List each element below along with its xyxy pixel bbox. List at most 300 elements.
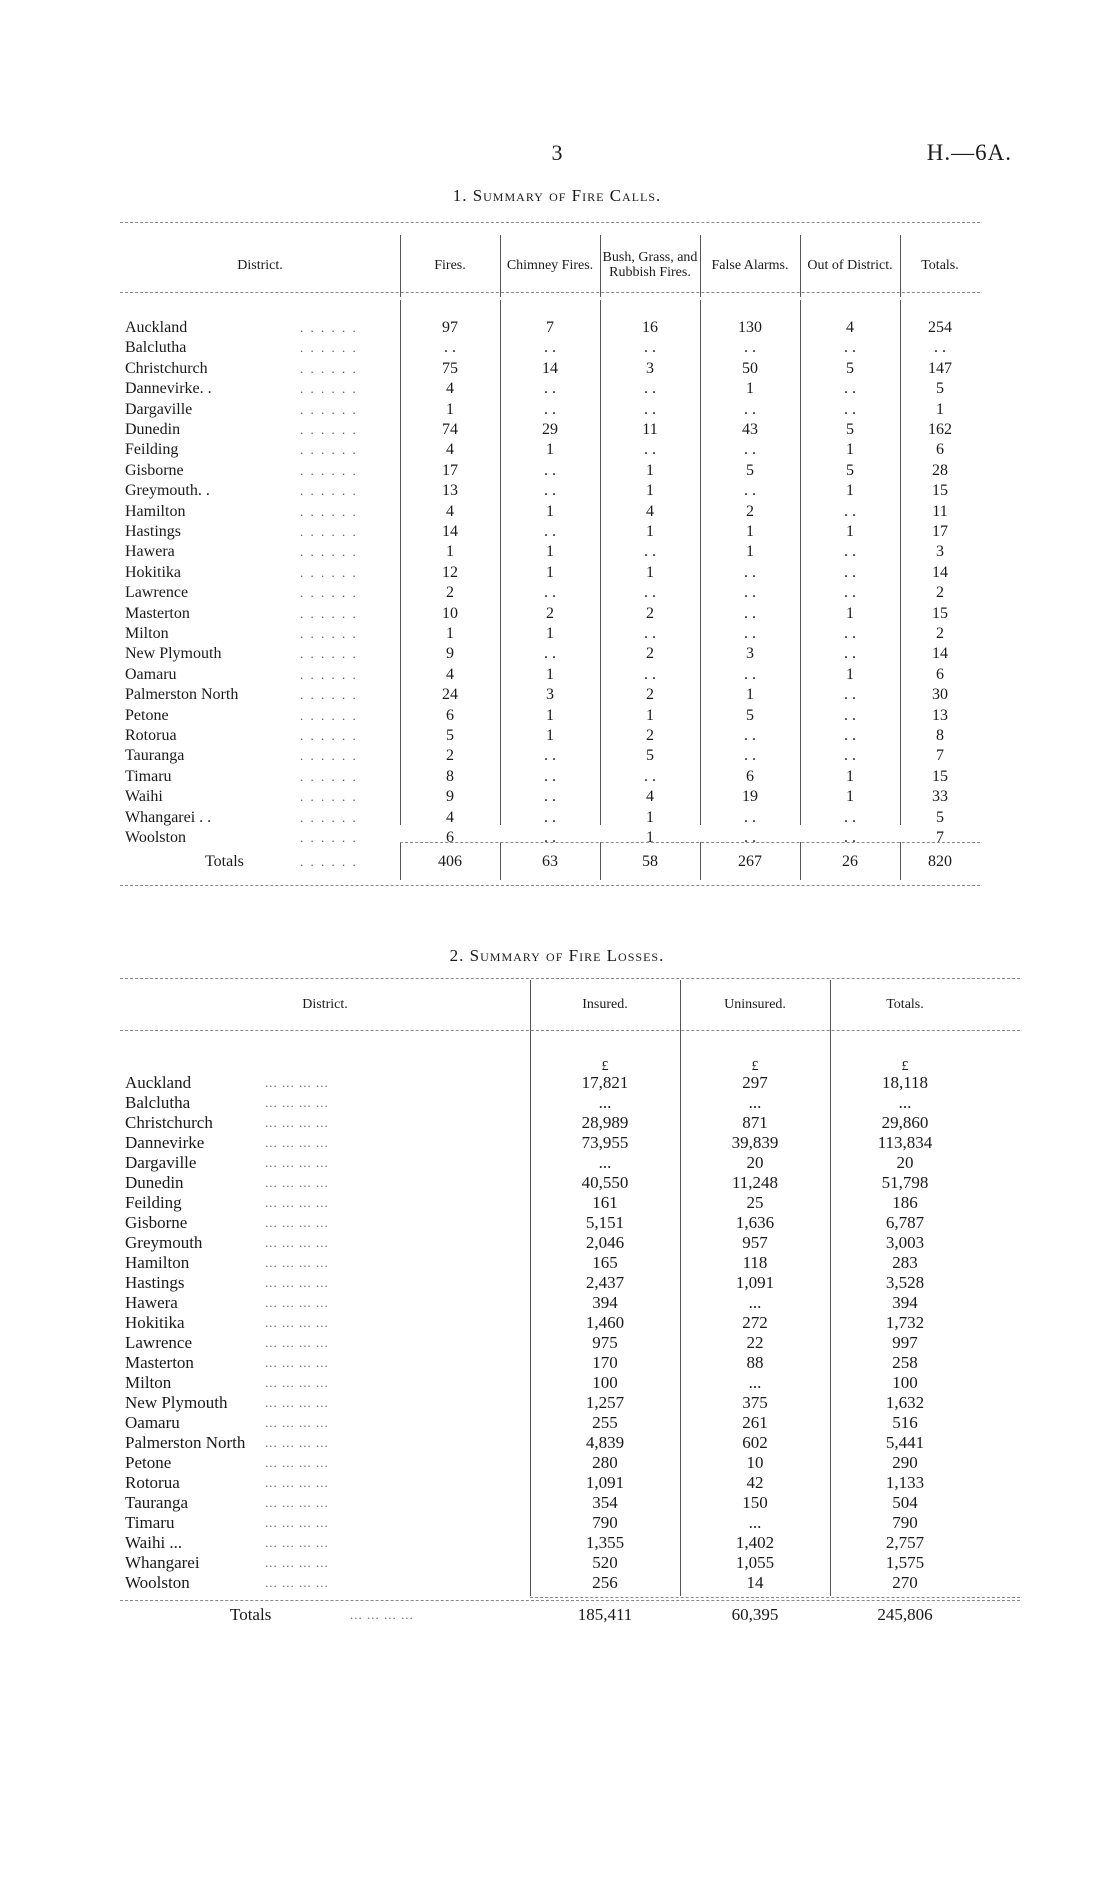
dot-leader: ... ... ... ... [265,1135,329,1150]
cell-fires: 24 [442,686,458,704]
district-name: Dargaville [125,1153,197,1172]
header-totals: Totals. [921,257,959,273]
dot-leader: . . . . . . [300,320,358,335]
cell-bush: 1 [646,482,654,500]
cell-fires: 2 [446,584,454,602]
district-name: Dannevirke [125,1133,205,1152]
district-name: Christchurch [125,1113,213,1132]
cell-chimney: 2 [546,604,554,622]
cell-bush: . . [644,400,656,418]
cell-fires: . . [444,339,456,357]
cell-uninsured: 871 [742,1113,768,1132]
cell-insured: 161 [592,1193,618,1212]
district-name: Oamaru [125,1413,180,1432]
cell-insured: 2,437 [585,1273,625,1292]
cell-chimney: 1 [546,441,554,459]
dot-leader: . . . . . . [300,748,358,764]
cell-out: . . [844,645,856,663]
table-row [120,1493,1020,1513]
table-row [120,1113,1020,1133]
cell-chimney: . . [544,584,556,602]
dot-leader: ... ... ... ... [265,1555,329,1570]
dot-leader: . . . . . . [300,524,358,539]
table-row [120,502,980,522]
totals-insured: 185,411 [577,1605,633,1624]
cell-bush: . . [644,665,656,683]
cell-total: 270 [892,1573,918,1592]
cell-insured: ... [598,1153,612,1172]
cell-chimney: . . [544,523,556,540]
district-name: Hokitika [125,1313,185,1332]
table-row [120,1333,1020,1353]
district-name: Dargaville [125,400,193,418]
cell-insured: 255 [592,1413,618,1432]
table-row [120,338,980,358]
table2-totals-row [120,1605,1020,1625]
currency-uninsured: £ [751,1059,759,1074]
fire-calls-table [120,220,980,910]
dot-leader: ... ... ... ... [265,1175,329,1190]
document-reference: H.—6A. [926,140,1012,165]
cell-false: . . [744,339,756,357]
header-district: District. [237,257,283,273]
district-name: Tauranga [125,1493,188,1512]
cell-out: . . [844,686,856,704]
district-name: Waihi [125,788,163,806]
district-name: Whangarei [125,1553,200,1572]
cell-uninsured: 25 [746,1193,764,1212]
dot-leader: ... ... ... ... [265,1515,329,1530]
cell-fires: 1 [446,400,454,418]
cell-uninsured: 261 [742,1413,768,1432]
cell-insured: 2,046 [585,1233,625,1252]
district-name: Auckland [125,319,188,336]
cell-total: 3 [936,543,944,561]
dot-leader: . . . . . . [300,422,358,437]
cell-total: 28 [932,461,948,479]
cell-false: 3 [746,645,754,663]
cell-insured: 520 [592,1553,618,1572]
table-row [120,420,980,440]
dot-leader: . . . . . . [300,768,358,784]
header-out-of-district: Out of District. [807,257,893,273]
cell-false: 50 [742,359,758,377]
cell-bush: . . [644,543,656,561]
dot-leader: ... ... ... ... [265,1435,329,1450]
cell-fires: 14 [442,523,458,540]
cell-out: 1 [846,482,854,500]
table-row [120,1353,1020,1373]
district-name: Balclutha [125,1093,191,1112]
cell-chimney: 1 [546,706,554,724]
district-name: New Plymouth [125,645,222,663]
header-false-alarms: False Alarms. [711,257,789,273]
dot-leader: ... ... ... ... [265,1155,329,1170]
district-name: Greymouth. . [125,482,210,500]
table-row [120,1433,1020,1453]
cell-out: . . [844,706,856,724]
table-row [120,440,980,460]
cell-false: . . [744,482,756,500]
cell-uninsured: 957 [742,1233,768,1252]
district-name: Timaru [125,767,172,785]
dot-leader: . . . . . . [300,381,358,397]
cell-bush: 2 [646,645,654,663]
district-name: Hamilton [125,1253,190,1272]
cell-insured: 975 [592,1333,618,1352]
cell-false: . . [744,604,756,622]
table-row [120,1533,1020,1553]
district-name: Petone [125,706,169,724]
cell-total: 1,133 [885,1473,925,1492]
table-row [120,604,980,624]
cell-out: . . [844,625,856,642]
cell-bush: 2 [646,727,654,744]
header-chimney-fires: Chimney Fires. [506,257,594,273]
cell-chimney: . . [544,380,556,398]
cell-bush: 1 [646,461,654,479]
cell-out: 1 [846,767,854,785]
district-name: Hastings [125,1273,185,1292]
totals-uninsured: 60,395 [731,1605,779,1624]
cell-uninsured: 150 [742,1493,768,1512]
table-row [120,1453,1020,1473]
table-row [120,1473,1020,1493]
cell-bush: . . [644,339,656,357]
cell-total: 290 [892,1453,918,1472]
totals-fires: 406 [438,853,462,870]
cell-total: 14 [932,563,948,581]
cell-total: 504 [892,1493,918,1512]
table-row [120,542,980,562]
cell-out: 1 [846,604,854,622]
dot-leader: ... ... ... ... [265,1095,329,1110]
cell-out: . . [844,502,856,520]
cell-insured: 256 [592,1573,618,1592]
page-number: 3 [551,140,563,165]
cell-insured: 170 [592,1353,618,1372]
cell-total: 5,441 [885,1433,925,1452]
table-row [120,1573,1020,1593]
cell-total: 7 [936,747,944,765]
cell-total: 51,798 [881,1173,929,1192]
district-name: Feilding [125,441,179,459]
cell-total: 516 [892,1413,918,1432]
cell-chimney: . . [544,788,556,806]
dot-leader: . . . . . . [300,605,358,621]
dot-leader: ... ... ... ... [265,1235,329,1250]
cell-false: 130 [738,319,762,336]
cell-insured: 40,550 [581,1173,629,1192]
table-row [120,1173,1020,1193]
cell-uninsured: 42 [746,1473,764,1492]
cell-fires: 17 [442,461,458,479]
cell-fires: 74 [442,421,458,438]
dot-leader: ... ... ... ... [265,1295,329,1310]
cell-uninsured: 14 [746,1573,764,1592]
cell-bush: . . [644,767,656,785]
cell-total: 394 [892,1293,918,1312]
table-row [120,318,980,338]
table-row [120,563,980,583]
cell-bush: 1 [646,563,654,581]
table-row [120,1273,1020,1293]
table-row [120,461,980,481]
table-row [120,1313,1020,1333]
cell-fires: 5 [446,727,454,744]
cell-false: 43 [742,421,758,438]
table-row [120,706,980,726]
cell-false: 2 [746,502,754,520]
cell-total: 17 [932,523,948,540]
header-fires: Fires. [434,257,466,273]
cell-out: . . [844,829,856,846]
cell-total: 3,003 [885,1233,925,1252]
table-row [120,1093,1020,1113]
cell-total: 162 [928,421,952,438]
cell-out: 5 [846,359,854,377]
table-row [120,665,980,685]
district-name: Hawera [125,1293,178,1312]
table-row [120,644,980,664]
district-name: Auckland [125,1073,192,1092]
currency-insured: £ [601,1059,609,1074]
cell-total: 15 [932,604,948,622]
cell-fires: 10 [442,604,458,622]
table-row [120,1233,1020,1253]
cell-false: . . [744,665,756,683]
dot-leader: ... ... ... ... [265,1255,329,1270]
cell-insured: 1,460 [585,1313,625,1332]
cell-false: 1 [746,523,754,540]
district-name: Dannevirke. . [125,380,212,398]
totals-false-alarms: 267 [738,853,762,870]
cell-false: 1 [746,380,754,398]
cell-chimney: 1 [546,563,554,581]
cell-bush: 5 [646,747,654,765]
table-row [120,359,980,379]
cell-bush: 2 [646,686,654,704]
cell-uninsured: 272 [742,1313,768,1332]
dot-leader: ... ... ... ... [265,1315,329,1330]
totals-label: Totals [230,1605,272,1624]
cell-chimney: . . [544,747,556,765]
dot-leader: ... ... ... ... [265,1395,329,1410]
table-row [120,624,980,644]
cell-uninsured: 11,248 [731,1173,779,1192]
cell-out: 1 [846,523,854,540]
cell-bush: 1 [646,829,654,846]
dot-leader: ... ... ... ... [265,1215,329,1230]
dot-leader: . . . . . . [300,666,358,682]
cell-total: 1,575 [885,1553,925,1572]
cell-fires: 9 [446,645,454,663]
table-row [120,1213,1020,1233]
cell-fires: 4 [446,808,454,826]
dot-leader: . . . . . . [300,626,358,641]
cell-total: 790 [892,1513,918,1532]
cell-out: 5 [846,421,854,438]
cell-out: . . [844,339,856,357]
district-name: Feilding [125,1193,182,1212]
cell-out: 4 [846,319,854,336]
cell-total: 147 [928,359,952,377]
cell-false: . . [744,747,756,765]
cell-bush: . . [644,441,656,459]
cell-insured: 28,989 [581,1113,629,1132]
cell-false: . . [744,441,756,459]
cell-uninsured: 1,055 [735,1553,775,1572]
district-name: Lawrence [125,1333,193,1352]
cell-fires: 4 [446,665,454,683]
cell-out: . . [844,727,856,744]
cell-bush: . . [644,584,656,602]
table-row [120,379,980,399]
cell-total: 30 [932,686,948,704]
cell-out: . . [844,747,856,765]
cell-bush: 1 [646,523,654,540]
district-name: Dunedin [125,421,181,438]
cell-fires: 6 [446,706,454,724]
cell-bush: 16 [642,319,658,336]
cell-fires: 1 [446,625,454,642]
cell-insured: 165 [592,1253,618,1272]
cell-uninsured: 39,839 [731,1133,779,1152]
cell-total: 113,834 [877,1133,933,1152]
cell-total: 997 [892,1333,918,1352]
cell-total: 2 [936,625,944,642]
district-name: Greymouth [125,1233,203,1252]
cell-total: 15 [932,767,948,785]
district-name: Hastings [125,523,181,540]
cell-chimney: . . [544,482,556,500]
cell-insured: 1,257 [585,1393,625,1412]
totals-bush: 58 [642,853,658,870]
cell-fires: 9 [446,788,454,806]
cell-uninsured: 1,091 [735,1273,775,1292]
table-row [120,1413,1020,1433]
cell-total: 7 [936,829,944,846]
cell-fires: 2 [446,747,454,765]
cell-chimney: . . [544,767,556,785]
table-row [120,1513,1020,1533]
cell-out: 5 [846,461,854,479]
header-uninsured: Uninsured. [724,997,786,1012]
dot-leader: . . . . . . [300,564,358,580]
cell-uninsured: 22 [746,1333,764,1352]
district-name: Oamaru [125,665,177,683]
cell-chimney: . . [544,339,556,357]
cell-false: 19 [742,788,758,806]
table-row [120,685,980,705]
cell-out: . . [844,808,856,826]
table-row [120,808,980,828]
cell-chimney: 14 [542,359,558,377]
cell-total: 6 [936,441,944,459]
district-name: Balclutha [125,339,187,357]
cell-total: ... [898,1093,912,1112]
cell-out: . . [844,400,856,418]
table-row [120,1133,1020,1153]
district-name: Masterton [125,1353,194,1372]
cell-total: 15 [932,482,948,500]
cell-bush: . . [644,380,656,398]
cell-chimney: 1 [546,543,554,561]
cell-bush: 1 [646,808,654,826]
totals-grand-total: 820 [928,853,952,870]
header-insured: Insured. [582,997,628,1012]
dot-leader: . . . . . . [300,687,358,703]
header-district: District. [302,997,348,1012]
cell-bush: 3 [646,359,654,377]
cell-chimney: . . [544,808,556,826]
cell-false: . . [744,400,756,418]
table-row [120,1293,1020,1313]
dot-leader: . . . . . . [300,789,358,805]
cell-fires: 75 [442,359,458,377]
cell-false: . . [744,584,756,602]
table2-title: 2. Summary of Fire Losses. [449,946,665,965]
district-name: Gisborne [125,1213,188,1232]
cell-chimney: 1 [546,625,554,642]
cell-fires: 4 [446,502,454,520]
dot-leader: ... ... ... ... [265,1575,329,1590]
dot-leader: . . . . . . [300,483,358,499]
cell-fires: 6 [446,829,454,846]
dot-leader: . . . . . . [300,503,358,519]
table-row [120,828,980,848]
cell-chimney: 1 [546,665,554,683]
cell-uninsured: 88 [746,1353,764,1372]
cell-total: 6 [936,665,944,683]
table-row [120,1153,1020,1173]
dot-leader: ... ... ... ... [265,1475,329,1490]
district-name: Tauranga [125,747,185,765]
dot-leader: ... ... ... ... [265,1075,329,1090]
table1-totals-row [120,852,980,872]
cell-chimney: . . [544,645,556,663]
fire-losses-table [120,975,1020,1655]
district-name: Woolston [125,829,186,846]
cell-insured: 1,355 [585,1533,625,1552]
cell-total: 33 [932,788,948,806]
dot-leader: . . . . . . [300,707,358,723]
district-name: New Plymouth [125,1393,228,1412]
header-bush-grass-rubbish-fires: Bush, Grass, and Rubbish Fires. [602,250,698,280]
cell-insured: 17,821 [581,1073,629,1092]
dot-leader: . . . . . . [300,585,358,601]
district-name: Hawera [125,543,175,561]
cell-total: 20 [896,1153,914,1172]
table-row [120,787,980,807]
cell-chimney: 1 [546,502,554,520]
cell-out: . . [844,543,856,561]
totals-chimney: 63 [542,853,558,870]
cell-bush: 2 [646,604,654,622]
cell-total: 283 [892,1253,918,1272]
dot-leader: . . . . . . [300,401,358,417]
dot-leader: . . . . . . [300,462,358,478]
table-row [120,746,980,766]
cell-insured: 1,091 [585,1473,625,1492]
cell-out: . . [844,584,856,602]
cell-false: . . [744,563,756,581]
cell-out: . . [844,380,856,398]
cell-chimney: . . [544,400,556,418]
cell-total: 11 [932,502,948,520]
district-name: Masterton [125,604,190,622]
cell-fires: 12 [442,563,458,581]
